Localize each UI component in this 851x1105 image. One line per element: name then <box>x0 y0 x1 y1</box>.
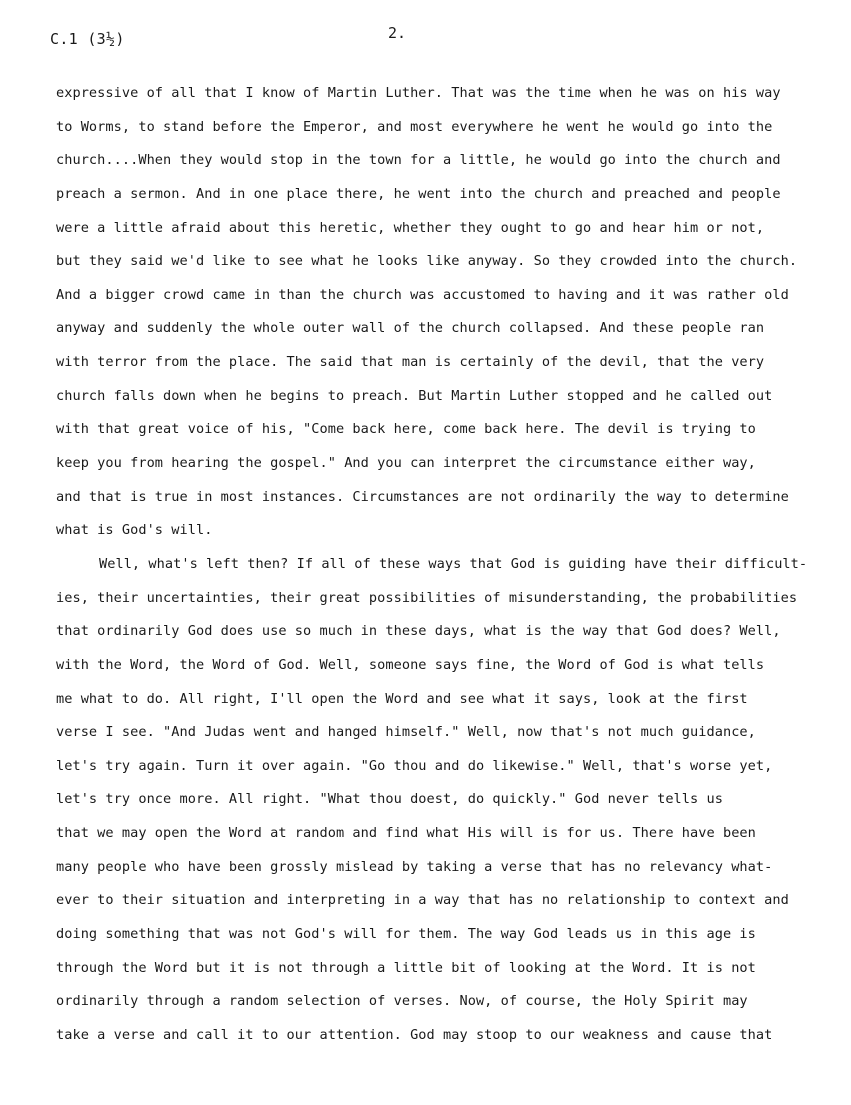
text-line: ies, their uncertainties, their great possibilities of misunderstanding, the probabilities <box>56 589 798 606</box>
text-line: ever to their situation and interpreting in a way that has no relationship to context and <box>56 892 789 909</box>
text-line: with the Word, the Word of God. Well, someone says fine, the Word of God is what tells <box>56 656 765 673</box>
text-line: that we may open the Word at random and find what His will is for us. There have been <box>56 825 756 842</box>
text-line: anyway and suddenly the whole outer wall of the church collapsed. And these people ran <box>56 320 765 337</box>
text-line: through the Word but it is not through a little bit of looking at the Word. It is not <box>56 959 756 976</box>
text-line: let's try again. Turn it over again. "Go thou and do likewise." Well, that's worse yet, <box>56 757 773 774</box>
text-line: to Worms, to stand before the Emperor, and most everywhere he went he would go into the <box>56 118 773 135</box>
text-line: Well, what's left then? If all of these ways that God is guiding have their difficult- <box>99 555 808 572</box>
text-line: that ordinarily God does use so much in these days, what is the way that God does? Well, <box>56 623 781 640</box>
text-line: And a bigger crowd came in than the church was accustomed to having and it was rather old <box>56 286 789 303</box>
text-line: preach a sermon. And in one place there, he went into the church and preached and people <box>56 185 781 202</box>
text-line: but they said we'd like to see what he looks like anyway. So they crowded into the church. <box>56 253 798 270</box>
page-number: 2. <box>388 24 407 42</box>
text-line: with that great voice of his, "Come back here, come back here. The devil is trying to <box>56 421 756 438</box>
text-line: with terror from the place. The said that man is certainly of the devil, that the very <box>56 354 765 371</box>
text-line: take a verse and call it to our attention. God may stoop to our weakness and cause that <box>56 1026 773 1043</box>
text-line: doing something that was not God's will for them. The way God leads us in this age is <box>56 926 756 943</box>
body-text <box>56 82 846 1058</box>
text-line: ordinarily through a random selection of verses. Now, of course, the Holy Spirit may <box>56 993 748 1010</box>
text-line: were a little afraid about this heretic, whether they ought to go and hear him or not, <box>56 219 765 236</box>
text-line: church falls down when he begins to preach. But Martin Luther stopped and he called out <box>56 387 773 404</box>
document-code: C.1 (3½) <box>50 30 125 48</box>
text-line: what is God's will. <box>56 522 213 539</box>
text-line: and that is true in most instances. Circumstances are not ordinarily the way to determine <box>56 488 789 505</box>
text-line: let's try once more. All right. "What thou doest, do quickly." God never tells us <box>56 791 723 808</box>
text-line: church....When they would stop in the town for a little, he would go into the church and <box>56 152 781 169</box>
text-line: keep you from hearing the gospel." And you can interpret the circumstance either way, <box>56 455 756 472</box>
text-line: many people who have been grossly mislead by taking a verse that has no relevancy what- <box>56 858 773 875</box>
text-line: me what to do. All right, I'll open the Word and see what it says, look at the first <box>56 690 748 707</box>
text-line: verse I see. "And Judas went and hanged himself." Well, now that's not much guidance, <box>56 724 756 741</box>
text-line: expressive of all that I know of Martin Luther. That was the time when he was on his way <box>56 85 781 101</box>
